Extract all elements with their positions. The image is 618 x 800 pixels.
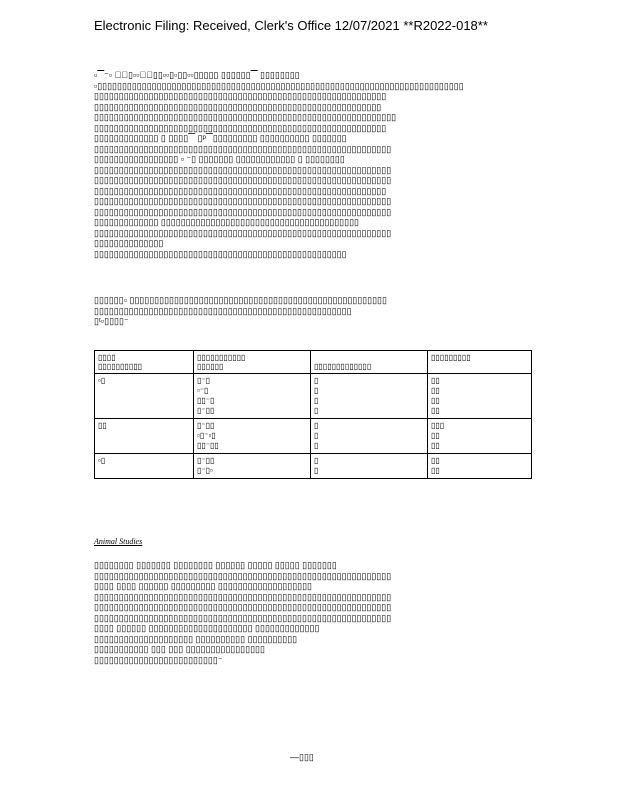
table-cell	[311, 454, 428, 479]
text-line: ▯▯▯▯▯▯▯▯▯▯▯▯▯▯	[94, 238, 164, 248]
table-cell	[428, 374, 532, 419]
page-number: —▯▯▯	[290, 752, 314, 762]
table-cell: ▫▯	[95, 454, 194, 479]
text-line: ▯▯▯▯ ▯▯▯▯ ▯▯▯▯▯▯ ▯▯▯▯▯▯▯▯▯ ▯▯▯▯▯▯▯▯▯▯▯▯▯▯▯▯▯▯▯	[94, 581, 313, 591]
filing-header: Electronic Filing: Received, Clerk's Office 12/07/2021 **R2022-018**	[94, 18, 488, 33]
text-line: ▯▯▯▯▯▯▯▯▯▯▯▯▯▯▯▯▯▯▯▯▯▯▯▯▯▯▯▯▯▯▯▯▯▯▯▯▯▯▯▯▯▯▯▯▯▯▯▯▯▯▯▯▯▯▯▯▯▯▯	[94, 91, 387, 101]
cell-value: ▯▯	[431, 431, 440, 440]
text-line: ▫▔⁻▫ ▯ᩥ▯▫▫▯ᩥ▯▯▫▫▯▫▯▯▫▫▯▯▯▯▯ ▯▯▯▯▯▯▔ ▯▯▯▯▯▯▯▯	[94, 70, 300, 80]
cell-value: ▯	[314, 396, 319, 405]
text-line: ▯▯▯▯ ▯▯▯▯▯▯ ▯▯▯▯▯▯▯▯▯▯▯▯▯▯▯▯▯▯▯▯▯ ▯▯▯▯▯▯▯▯▯▯▯▯▯	[94, 623, 320, 633]
text-line: ▯▯▯▯▯▯▯▯▯▯▯▯▯▯▯▯▯▯▯▯▯▯▯▯▯▯▯▯▯▯▯▯▯▯▯▯▯▯▯▯▯▯▯▯▯▯▯▯▯▯▯	[94, 248, 347, 259]
table-cell	[428, 454, 532, 479]
text-line: ▯ᵗ▫▯▯▯▯⁻	[94, 316, 129, 326]
cell-value: ▯▯⁻▯▯	[197, 441, 219, 450]
text-line: ▯▯▯▯▯▯▯▯▯▯▯▯▯ ▯ ▯▯▯▯▔ ▯ᵖ▔▯▯▯▯▯▯▯▯▯ ▯▯▯▯▯▯▯▯▯▯ ▯▯▯▯▯▯▯	[94, 133, 347, 143]
text-line: ▫▯▯▯▯▯▯▯▯▯▯▯▯▯▯▯▯▯▯▯▯▯▯▯▯▯▯▯▯▯▯▯▯▯▯▯▯▯▯▯▯▯▯▯▯▯▯▯▯▯▯▯▯▯▯▯▯▯▯▯▯▯▯▯▯▯▯▯▯▯▯▯▯▯▯	[94, 80, 464, 91]
text-line: ▯▯▯▯▯▯▯▯▯▯▯ ▯▯▯ ▯▯▯ ▯▯▯▯▯▯▯▯▯▯▯▯▯▯▯▯	[94, 644, 265, 654]
text-line: ▯▯▯▯▯▯▯▯▯▯▯▯▯▯▯▯▯▯▯▯▯▯▯▯▯▯▯▯▯▯▯▯▯▯▯▯▯▯▯▯▯▯▯▯▯▯▯▯▯▯▯▯▯▯▯▯▯▯▯	[94, 185, 387, 196]
cell-value: ▯⁻▯	[197, 376, 211, 385]
text-line: ▯▯▯▯▯▯▯▯▯▯▯▯▯▯▯▯▯▯▯▯▯▯▯▯▯▯▯▯▯▯▯▯▯▯▯▯▯▯▯▯▯▯▯▯▯▯▯▯▯▯▯▯▯▯▯▯▯▯▯▯	[94, 602, 392, 612]
cell-value: ▯▯▯	[431, 421, 445, 430]
text-line: ▯▯▯▯▯▯▯▯▯▯▯▯▯ ▯▯▯▯▯▯▯▯▯▯▯▯▯▯▯▯▯▯▯▯▯▯▯▯▯▯▯▯▯▯▯▯▯▯▯▯▯▯▯▯	[94, 217, 359, 227]
text-line: ▯▯▯▯▯▯▯▯▯▯▯▯▯▯▯▯▯▯▯▯▯▯▯▯▯▯▯▯▯▯▯▯▯▯▯▯▯▯▯▯▯▯▯▯▯▯▯▯▯▯▯▯▯▯▯▯▯▯▯▯▯	[94, 112, 397, 122]
data-table	[94, 350, 532, 479]
cell-value: ▯	[314, 406, 319, 415]
text-line: ▯▯▯▯▯▯▯▯▯▯▯▯▯▯▯▯▯▯▯▯▯▯▯▯▯▯▯▯▯▯▯▯▯▯▯▯▯▯▯▯▯▯▯▯▯▯▯▯▯▯▯▯▯▯▯▯▯▯▯▯	[94, 570, 392, 581]
table-row	[95, 374, 532, 419]
text-line: ▯▯▯▯▯▯▯▯▯▯▯▯▯▯▯▯▯▯▯▯▯▯▯▯▯▯▯▯▯▯▯▯▯▯▯▯▯▯▯▯▯▯▯▯▯▯▯▯▯▯▯▯▯▯▯▯▯▯▯▯	[94, 591, 392, 602]
cell-value: ▯	[314, 386, 319, 395]
table-header-cell: ▯▯▯▯▯▯▯▯▯▯▯ ▯▯▯▯▯▯	[194, 351, 311, 374]
text-line: ▯▯▯▯▯▯▯▯▯▯▯▯▯▯▯▯▯▯▯▯▯▯▯▯▯▯▯▯▯▯▯▯▯▯▯▯▯▯▯▯▯▯▯▯▯▯▯▯▯▯▯▯▯▯▯▯▯▯	[94, 101, 382, 112]
paragraph-1	[94, 70, 618, 282]
table-cell: ▫▯	[95, 374, 194, 419]
table-cell: ▯▯	[95, 419, 194, 454]
cell-value: ▯⁻▯▯	[197, 456, 215, 465]
cell-value: ▯▯	[431, 456, 440, 465]
cell-value: ▯	[314, 441, 319, 450]
cell-value: ▯▯	[431, 441, 440, 450]
paragraph-3	[94, 560, 618, 670]
cell-value: ▯	[314, 376, 319, 385]
cell-value: ▯⁻▯▫	[197, 466, 213, 475]
text-line: ▯▯▯▯▯▯▯▯▯▯▯▯▯▯▯▯▯▯▯▯▯▯▯▯▯▯▯▯▯▯▯▯▯▯▯▯▯▯▯▯▯▯▯▯▯▯▯▯▯▯▯▯▯▯▯▯▯▯▯▯	[94, 227, 392, 238]
text-line: ▯▯▯▯▯▯▯▯▯▯▯▯▯▯▯▯▯▯▯▯ ▯▯▯▯▯▯▯▯▯▯ ▯▯▯▯▯▯▯▯▯▯	[94, 633, 298, 644]
table-cell	[428, 419, 532, 454]
cell-value: ▯⁻▯▯	[197, 406, 215, 415]
text-line: ▯▯▯▯▯▯▯▯▯▯▯▯▯▯▯▯▯▯▯▯▯▯▯▯▯▯▯▯▯▯▯▯▯▯▯▯▯▯▯▯▯▯▯▯▯▯▯▯▯▯▯▯▯▯▯▯▯▯▯▯	[94, 206, 392, 217]
table-header-cell: ▯▯▯▯▯▯▯▯▯	[428, 351, 532, 374]
cell-value: ▯	[314, 456, 319, 465]
text-line: ▯▯▯▯▯▯▯▯ ▯▯▯▯▯▯▯ ▯▯▯▯▯▯▯▯ ▯▯▯▯▯▯ ▯▯▯▯▯ ▯▯▯▯▯ ▯▯▯▯▯▯▯	[94, 560, 337, 570]
text-line: ▯▯▯▯▯▯▯▯▯▯▯▯▯▯▯▯▯▯▯▯▯▯▯▯▯▯▯▯▯▯▯▯▯▯▯▯▯▯▯▯▯▯▯▯▯▯▯▯▯▯▯▯▯▯▯▯▯▯▯▯	[94, 612, 392, 623]
cell-value: ▯⁻▯▯	[197, 421, 215, 430]
cell-value: ▯▯	[431, 466, 440, 475]
paragraph-2	[94, 295, 618, 335]
text-line: ▯▯▯▯▯▯▯▯▯▯▯▯▯▯▯▯▯▯▯▯▯▯▯▯▯▯▯▯▯▯▯▯▯▯▯▯▯▯▯▯▯▯▯▯▯▯▯▯▯▯▯▯▯▯▯▯▯▯▯	[94, 122, 387, 133]
cell-value: ▫▯⁻▫▯	[197, 431, 216, 440]
table-row	[95, 419, 532, 454]
cell-value: ▯▯	[431, 376, 440, 385]
text-line: ▯▯▯▯▯▯▯▯▯▯▯▯▯▯▯▯▯▯▯▯▯▯▯▯▯▯▯▯▯▯▯▯▯▯▯▯▯▯▯▯▯▯▯▯▯▯▯▯▯▯▯▯▯▯▯▯▯▯▯▯	[94, 143, 392, 154]
table-header-cell: ▯▯▯▯ ▯▯▯▯▯▯▯▯▯▯	[95, 351, 194, 374]
text-line: ▯▯▯▯▯▯▯▯▯▯▯▯▯▯▯▯▯▯▯▯▯▯▯▯▯▯▯▯▯▯▯▯▯▯▯▯▯▯▯▯▯▯▯▯▯▯▯▯▯▯▯▯▯▯▯▯▯▯▯▯	[94, 196, 392, 206]
cell-value: ▯▯⁻▯	[197, 396, 215, 405]
cell-value: ▯	[314, 431, 319, 440]
text-line: ▯▯▯▯▯▯▯▯▯▯▯▯▯▯▯▯▯ ▫ ⁻▯ ▯▯▯▯▯▯▯ ▯▯▯▯▯▯▯▯▯▯▯▯ ▯ ▯▯▯▯▯▯▯▯	[94, 154, 345, 164]
section-heading: Animal Studies	[94, 537, 143, 546]
cell-value: ▯	[314, 466, 319, 475]
text-line: ▯▯▯▯▯▯▯▯▯▯▯▯▯▯▯▯▯▯▯▯▯▯▯▯▯⁻	[94, 654, 223, 665]
cell-value: ▫⁻▯	[197, 386, 209, 395]
table-row	[95, 454, 532, 479]
text-line: ▯▯▯▯▯▯▯▯▯▯▯▯▯▯▯▯▯▯▯▯▯▯▯▯▯▯▯▯▯▯▯▯▯▯▯▯▯▯▯▯▯▯▯▯▯▯▯▯▯▯▯▯	[94, 305, 352, 316]
table-header-row	[95, 351, 532, 374]
table-cell	[194, 419, 311, 454]
cell-value: ▯▯	[431, 386, 440, 395]
table-cell	[311, 419, 428, 454]
cell-value: ▯	[314, 421, 319, 430]
text-line: ▯▯▯▯▯▯▫ ▯▯▯▯▯▯▯▯▯▯▯▯▯▯▯▯▯▯▯▯▯▯▯▯▯▯▯▯▯▯▯▯▯▯▯▯▯▯▯▯▯▯▯▯▯▯▯▯▯▯▯▯	[94, 295, 387, 305]
table-cell	[194, 374, 311, 419]
cell-value: ▯▯	[431, 396, 440, 405]
text-line: ▯▯▯▯▯▯▯▯▯▯▯▯▯▯▯▯▯▯▯▯▯▯▯▯▯▯▯▯▯▯▯▯▯▯▯▯▯▯▯▯▯▯▯▯▯▯▯▯▯▯▯▯▯▯▯▯▯▯▯▯	[94, 175, 392, 185]
table-cell	[311, 374, 428, 419]
cell-value: ▯▯	[431, 406, 440, 415]
table-header-cell: ▯▯▯▯▯▯▯▯▯▯▯▯▯	[311, 351, 428, 374]
table-cell	[194, 454, 311, 479]
text-line: ▯▯▯▯▯▯▯▯▯▯▯▯▯▯▯▯▯▯▯▯▯▯▯▯▯▯▯▯▯▯▯▯▯▯▯▯▯▯▯▯▯▯▯▯▯▯▯▯▯▯▯▯▯▯▯▯▯▯▯▯	[94, 164, 392, 175]
